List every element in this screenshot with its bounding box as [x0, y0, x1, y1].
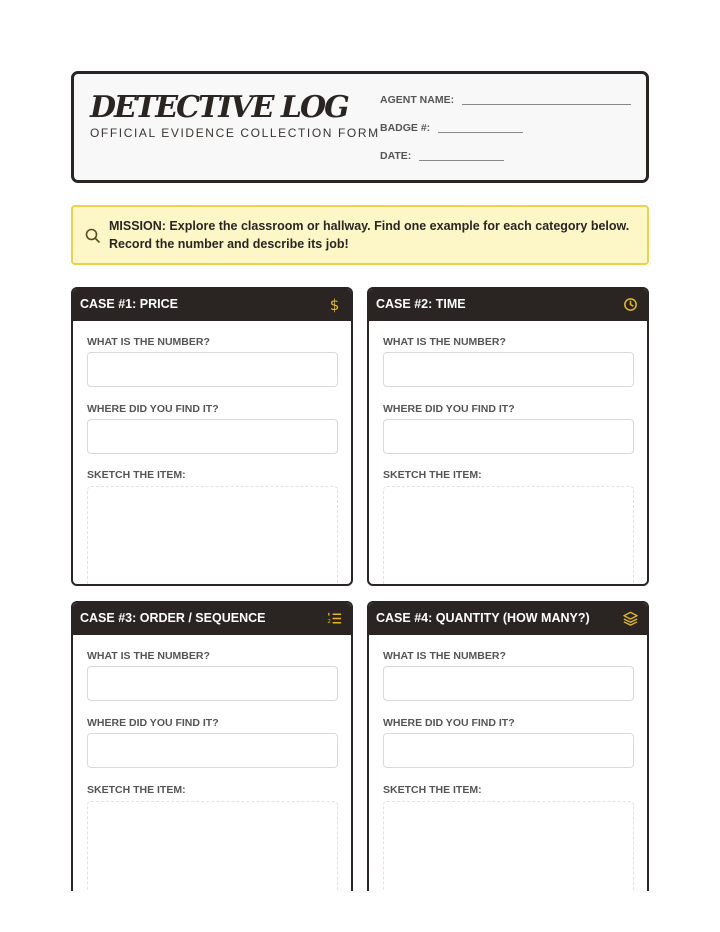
number-input[interactable] [87, 352, 338, 387]
layers-icon [622, 610, 639, 627]
case-header [369, 289, 647, 321]
where-input[interactable] [383, 733, 634, 768]
case-card-quantity [367, 601, 649, 891]
number-input[interactable] [383, 352, 634, 387]
clock-icon [622, 296, 639, 313]
where-label: WHERE DID YOU FIND IT? [87, 717, 219, 729]
case-title: CASE #4: QUANTITY (HOW MANY?) [376, 611, 590, 625]
where-label: WHERE DID YOU FIND IT? [383, 403, 515, 415]
case-card-order [71, 601, 353, 891]
number-label: WHAT IS THE NUMBER? [87, 336, 210, 348]
ordered-list-icon [326, 610, 343, 627]
number-input[interactable] [87, 666, 338, 701]
case-card-time [367, 287, 649, 586]
page-subtitle: OFFICIAL EVIDENCE COLLECTION FORM [90, 126, 380, 140]
where-input[interactable] [87, 419, 338, 454]
case-card-price [71, 287, 353, 586]
sketch-label: SKETCH THE ITEM: [383, 469, 482, 481]
form-header [71, 71, 649, 183]
number-label: WHAT IS THE NUMBER? [383, 336, 506, 348]
number-label: WHAT IS THE NUMBER? [383, 650, 506, 662]
sketch-label: SKETCH THE ITEM: [87, 784, 186, 796]
case-header [369, 603, 647, 635]
dollar-icon [326, 296, 343, 313]
date-label: DATE: [380, 150, 412, 162]
sketch-area[interactable] [87, 801, 338, 891]
mission-text: MISSION: Explore the classroom or hallway. Find one example for each category below. Record the number and describe its job! [109, 219, 630, 251]
where-input[interactable] [383, 419, 634, 454]
mission-banner [71, 205, 649, 265]
case-header [73, 289, 351, 321]
search-icon [84, 227, 102, 245]
date-line[interactable] [419, 160, 504, 161]
where-label: WHERE DID YOU FIND IT? [383, 717, 515, 729]
case-title: CASE #3: ORDER / SEQUENCE [80, 611, 266, 625]
sketch-area[interactable] [87, 486, 338, 586]
badge-number-label: BADGE #: [380, 122, 431, 134]
svg-text:2: 2 [327, 618, 332, 625]
date-field[interactable] [380, 150, 504, 162]
svg-text:$: $ [329, 296, 340, 313]
where-label: WHERE DID YOU FIND IT? [87, 403, 219, 415]
agent-name-line[interactable] [462, 104, 631, 105]
case-title: CASE #1: PRICE [80, 297, 178, 311]
page-title: DETECTIVE LOG [90, 90, 348, 125]
badge-number-field[interactable] [380, 122, 523, 134]
badge-number-line[interactable] [438, 132, 523, 133]
number-label: WHAT IS THE NUMBER? [87, 650, 210, 662]
sketch-area[interactable] [383, 801, 634, 891]
sketch-label: SKETCH THE ITEM: [87, 469, 186, 481]
case-title: CASE #2: TIME [376, 297, 466, 311]
sketch-area[interactable] [383, 486, 634, 586]
agent-name-label: AGENT NAME: [380, 94, 455, 106]
number-input[interactable] [383, 666, 634, 701]
agent-name-field[interactable] [380, 94, 631, 106]
case-header [73, 603, 351, 635]
sketch-label: SKETCH THE ITEM: [383, 784, 482, 796]
where-input[interactable] [87, 733, 338, 768]
